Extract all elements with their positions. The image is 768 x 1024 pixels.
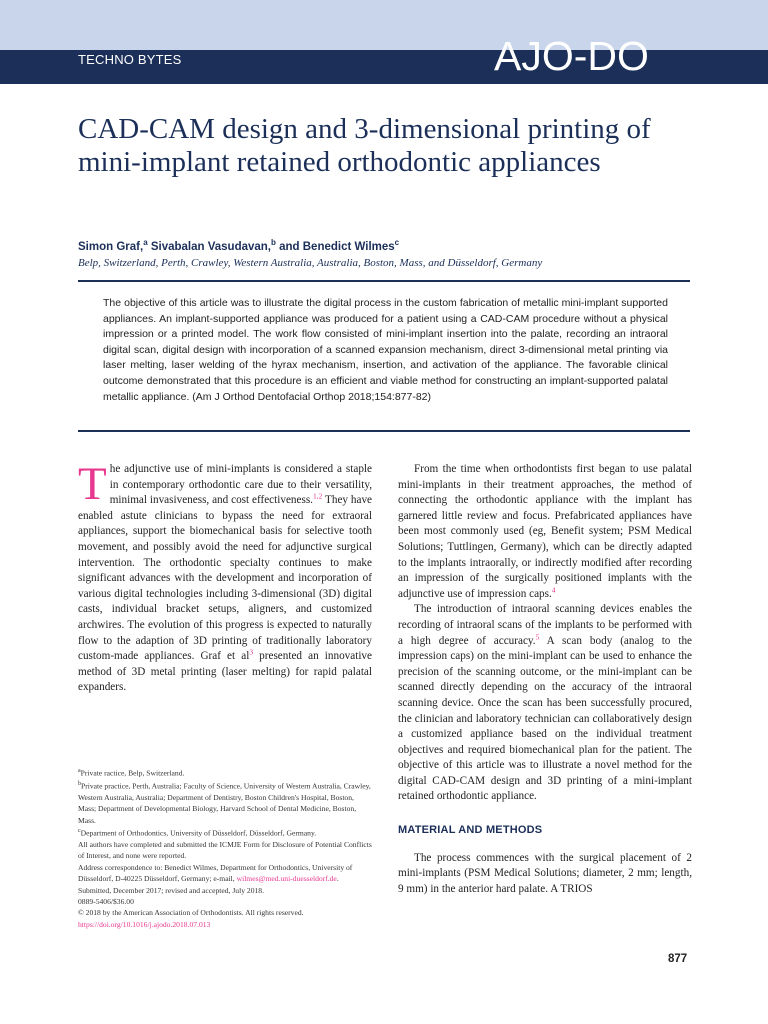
author-name: and Benedict Wilmes bbox=[275, 240, 395, 253]
abstract-bottom-rule bbox=[78, 430, 690, 432]
abstract-top-rule bbox=[78, 280, 690, 282]
body-column-right bbox=[398, 462, 692, 897]
issn: 0889-5406/$36.00 bbox=[78, 897, 134, 907]
author-affiliations: Belp, Switzerland, Perth, Crawley, Western Australia, Australia, Boston, Mass, and Düsseldorf, Germany bbox=[78, 257, 543, 269]
section-label: TECHNO BYTES bbox=[78, 52, 182, 67]
correspondence-text: . bbox=[336, 874, 339, 884]
disclosure-note: All authors have completed and submitted the ICMJE Form for Disclosure of Potential Conflicts of Interest, and none were reported. bbox=[78, 840, 372, 861]
citation-link[interactable]: 5 bbox=[535, 631, 540, 641]
citation-link[interactable]: 1,2 bbox=[312, 491, 323, 501]
abstract: The objective of this article was to illustrate the digital process in the custom fabrication of metallic mini-implant supported appliances. An implant-supported appliance was produced for a patient using a CAD-CAM procedure without a physical impression or a printed model. The work flow consisted of mini-implant insertion into the palate, recording an intraoral digital scan, digital design with incorporation of a scanned expansion mechanism, direct 3-dimensional metal printing via laser melting, laser welding of the hyrax mechanism, insertion, and activation of the appliance. The favorable clinical outcome demonstrated that this procedure is an efficient and viable method for constructing an implant-supported palatal metallic appliance. (Am J Orthod Dentofacial Orthop 2018;154:877-82) bbox=[103, 297, 668, 403]
author-affil-mark: c bbox=[394, 238, 400, 247]
body-text: A scan body (analog to the impression caps) on the mini-implant can be used to enhance the precision of the scanning outcome, or the mini-implant can be scanned directly depending on the accuracy of the intraoral scanning device. Once the scan has been successfully procured, the clinician and laboratory technician can collaboratively design a customized appliance based on the individual treatment objectives and required biomechanical plan for the patient. The objective of this article was to illustrate a novel method for the digital CAD-CAM design and 3D printing of a mini-implant retained orthodontic appliance. bbox=[398, 634, 693, 803]
submission-dates: Submitted, December 2017; revised and accepted, July 2018. bbox=[78, 885, 264, 895]
intro-paragraph bbox=[78, 458, 372, 696]
section-heading: MATERIAL AND METHODS bbox=[398, 824, 543, 837]
author-affil-mark: a bbox=[143, 238, 148, 247]
body-text: The introduction of intraoral scanning devices enables the recording of intraoral scans of the implants to be performed with a high degree of accuracy. bbox=[398, 603, 692, 647]
footnotes bbox=[78, 766, 372, 930]
journal-logo: AJO-DO bbox=[494, 33, 649, 79]
footnote-mark: a bbox=[78, 768, 81, 774]
footnote-text: Department of Orthodontics, University of Düsseldorf, Düsseldorf, Germany. bbox=[80, 828, 317, 838]
email-link[interactable]: wilmes@med.uni-duesseldorf.de bbox=[236, 874, 337, 884]
correspondence-text: Address correspondence to: Benedict Wilmes, Department for Orthodontics, University of Düsseldorf, D-40225 Düsseldorf, Germany; e-mail, bbox=[78, 862, 353, 884]
body-paragraph bbox=[398, 602, 692, 805]
intro-text: presented an innovative method of 3D metal printing (laser melting) for rapid palatal expanders. bbox=[78, 650, 372, 694]
intro-text: he adjunctive use of mini-implants is considered a staple in contemporary orthodontic care due to their versatility, minimal invasiveness, and cost effectiveness. bbox=[109, 463, 372, 507]
author-affil-mark: b bbox=[271, 238, 276, 247]
copyright: © 2018 by the American Association of Orthodontists. All rights reserved. bbox=[78, 908, 304, 918]
footnote-a bbox=[78, 766, 372, 779]
doi-link[interactable]: https://doi.org/10.1016/j.ajodo.2018.07.013 bbox=[78, 919, 211, 929]
intro-text: They have enabled astute clinicians to bypass the need for extraoral appliances, support the biomechanical basis for selective tooth movement, and possibly avoid the need for adjunctive surgical intervention. The orthodontic specialty continues to make significant advances with the development and incorporation of various digital technologies including 3-dimensional (3D) digital casts, individual bracket setups, aligners, and customized archwires. The evolution of this progress is expected to naturally flow to the adaption of 3D printing of traditionally laboratory custom-made appliances. Graf et al bbox=[78, 494, 372, 663]
correspondence-note bbox=[78, 862, 372, 885]
footnote-b bbox=[78, 779, 372, 826]
article-title: CAD-CAM design and 3-dimensional printing of mini-implant retained orthodontic appliances bbox=[78, 113, 651, 178]
footnote-text: Private ractice, Belp, Switzerland. bbox=[80, 768, 185, 778]
footnote-text: Private practice, Perth, Australia; Faculty of Science, University of Western Australia, Crawley, Western Australia, Australia; Department of Dentistry, Boston Children's Hospital, Boston, Mass; Department of Developmental Biology, Harvard School of Dental Medicine, Boston, Mass. bbox=[78, 781, 371, 825]
body-text: From the time when orthodontists first began to use palatal mini-implants in their treatment approaches, the method of connecting the orthodontic appliance with the implant has garnered little review and focus. Prefabricated appliances have been most commonly used (eg, Benefit system; PSM Medical Solutions; Tuttlingen, Germany), which can be directly adapted to the implants intraorally, or indirectly modified after recording an impression of the surgically positioned implants with the adjunctive use of impression caps. bbox=[398, 463, 692, 600]
body-column-left bbox=[78, 458, 372, 696]
body-paragraph: The process commences with the surgical placement of 2 mini-implants (PSM Medical Solutions; diameter, 2 mm; length, 9 mm) in the anterior hard palate. A TRIOS bbox=[398, 851, 692, 895]
citation-link[interactable]: 4 bbox=[551, 585, 556, 595]
drop-cap: T bbox=[78, 458, 107, 510]
author-name: Simon Graf, bbox=[78, 240, 144, 253]
footnote-mark: b bbox=[78, 780, 81, 787]
author-list bbox=[78, 238, 399, 253]
author-name: Sivabalan Vasudavan, bbox=[147, 240, 272, 253]
body-paragraph bbox=[398, 462, 692, 602]
footnote-mark: c bbox=[78, 828, 81, 835]
header-top-band bbox=[0, 0, 768, 50]
citation-link[interactable]: 3 bbox=[249, 647, 254, 657]
page-number: 877 bbox=[668, 953, 688, 965]
footnote-c bbox=[78, 826, 372, 839]
